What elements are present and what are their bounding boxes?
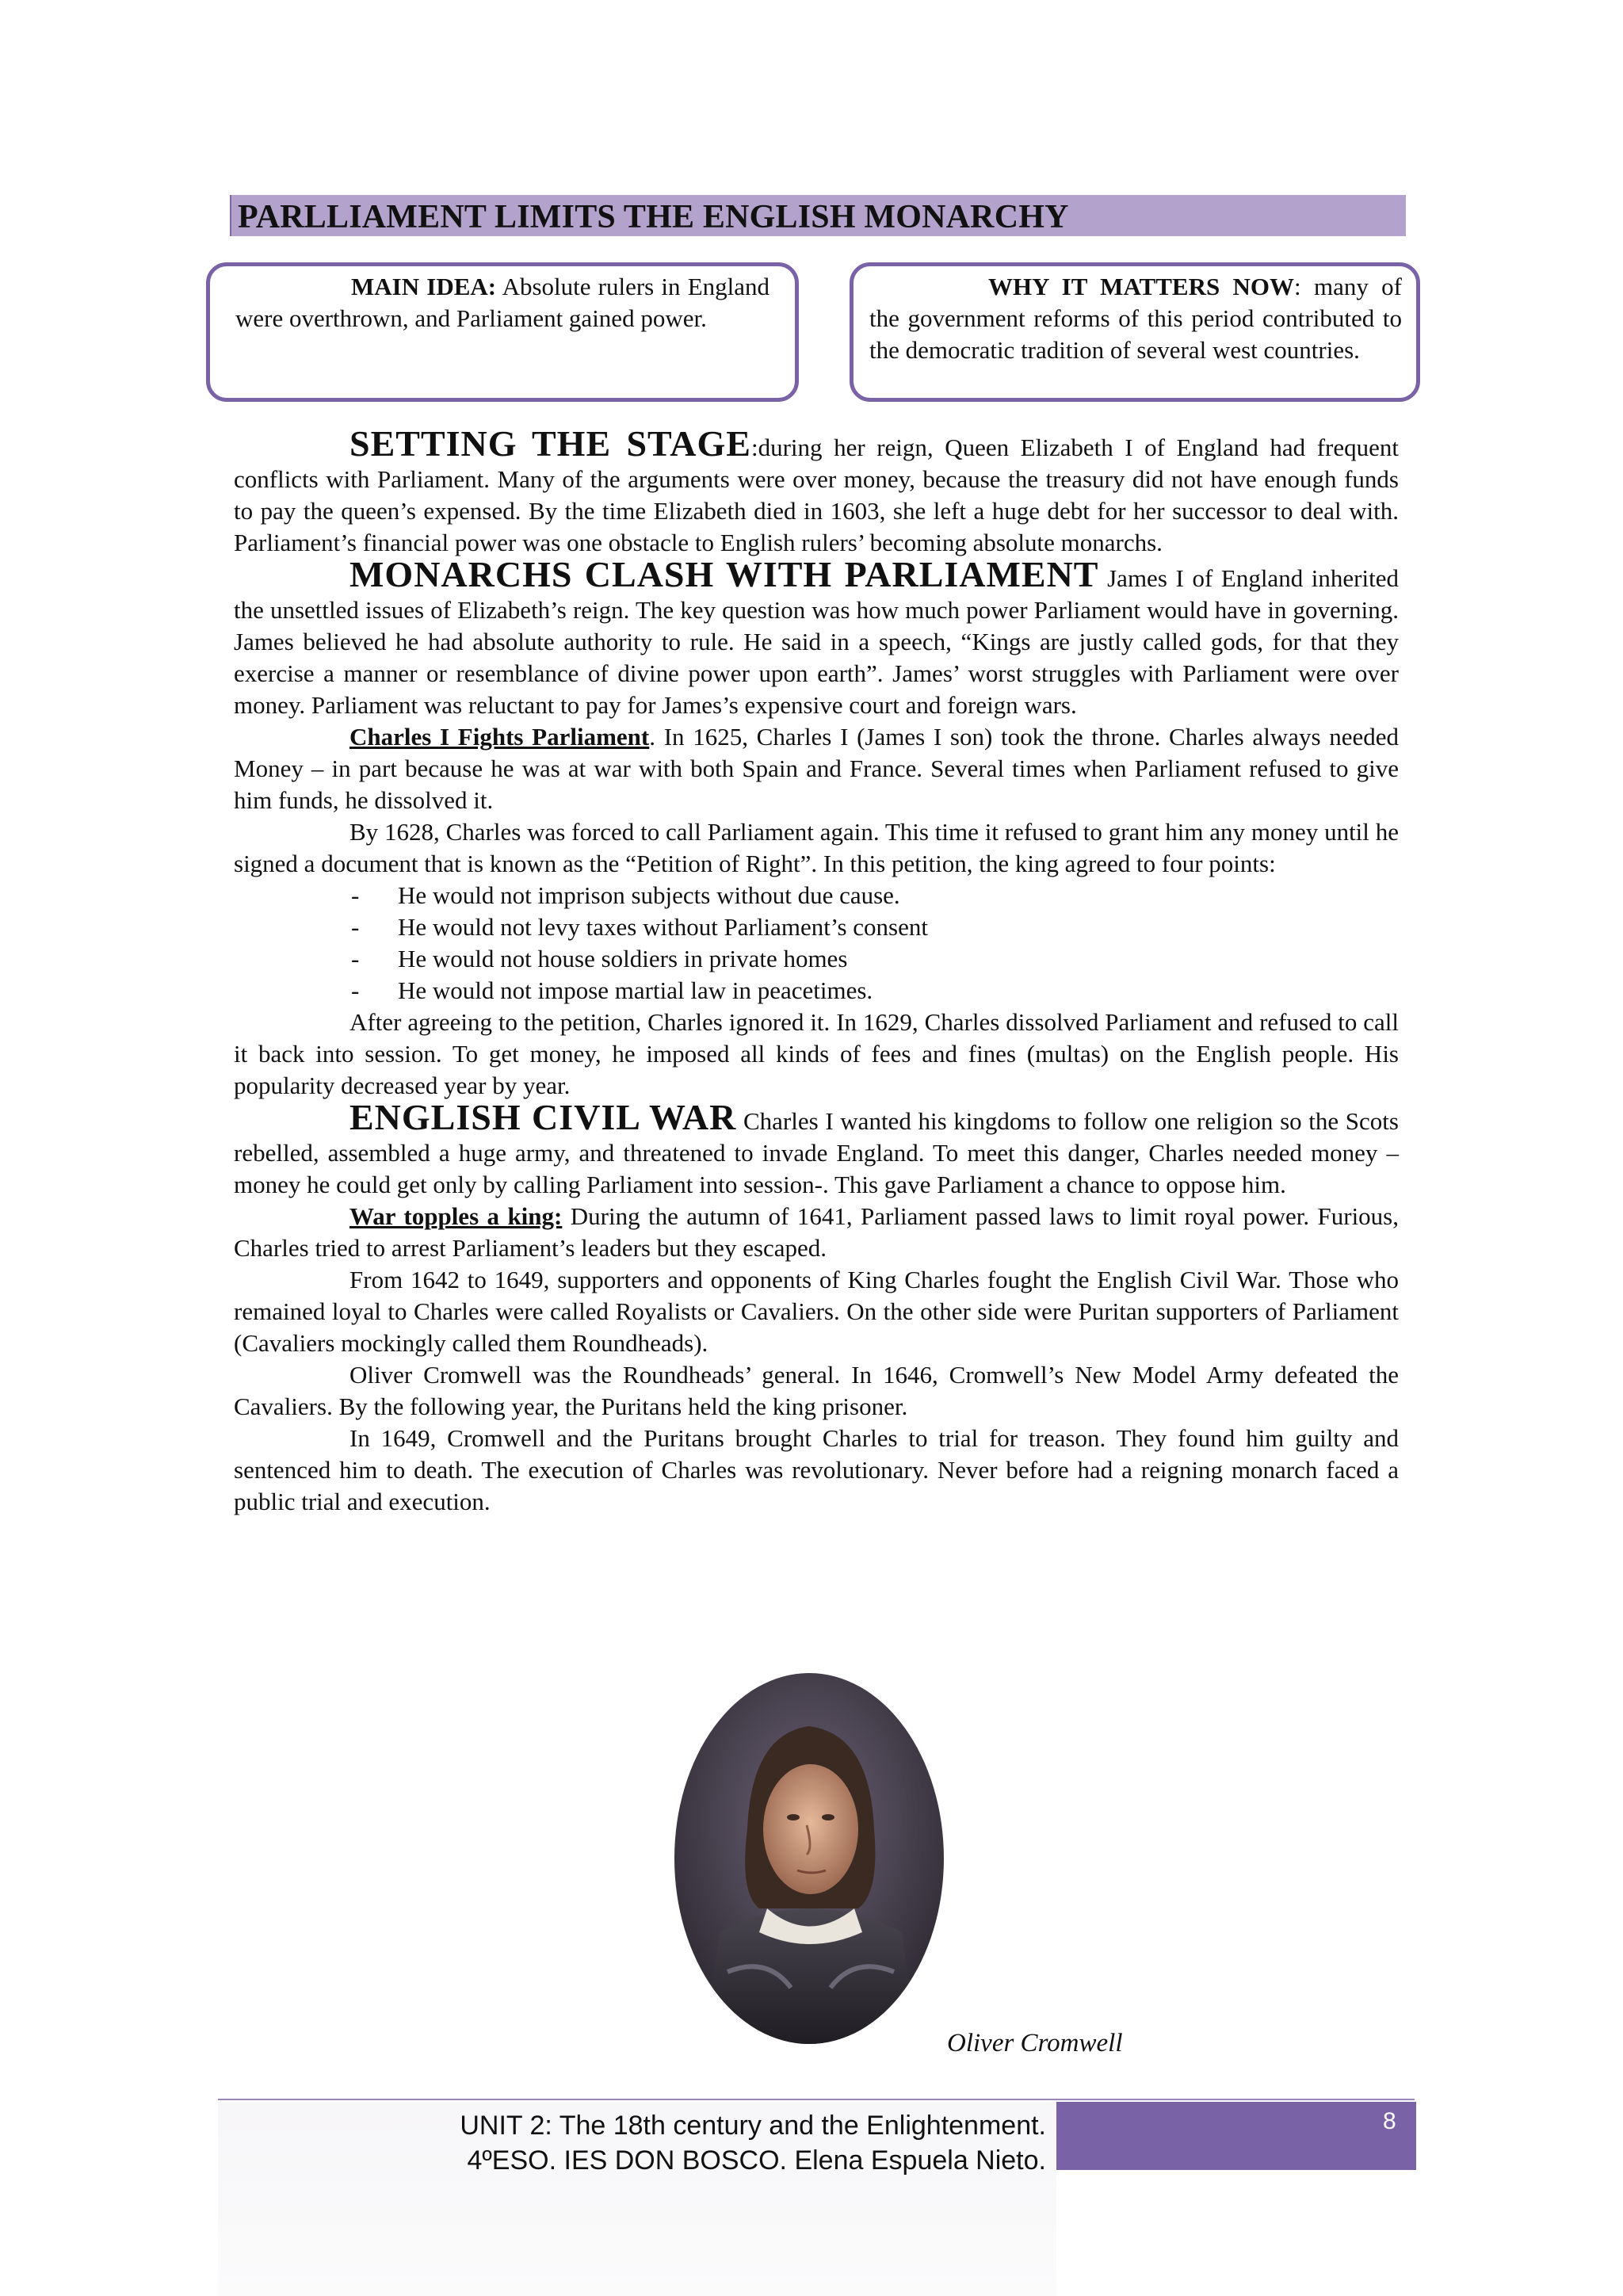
petition-points [234, 880, 1399, 1007]
oliver-paragraph: Oliver Cromwell was the Roundheads’ general. In 1646, Cromwell’s New Model Army defeated the Cavaliers. By the following year, the Puritans held the king prisoner. [234, 1361, 1399, 1420]
why-matters-text: WHY IT MATTERS NOW: many of the government reforms of this period contributed to the democratic tradition of several west countries. [869, 273, 1402, 364]
list-item: - He would not impose martial law in peacetimes. [351, 976, 873, 1004]
p1642-paragraph: From 1642 to 1649, supporters and opponents of King Charles fought the English Civil War. Those who remained loyal to Charles were called Royalists or Cavaliers. On the other side were Puritan supporters of Parliament (Cavaliers mockingly called them Roundheads). [234, 1266, 1399, 1357]
cromwell-portrait [672, 1671, 946, 2046]
setting-heading: SETTING THE STAGE [349, 423, 751, 464]
page-number: 8 [1383, 2108, 1396, 2134]
page-title: PARLLIAMENT LIMITS THE ENGLISH MONARCHY [238, 199, 1069, 235]
p1628-paragraph: By 1628, Charles was forced to call Parliament again. This time it refused to grant him any money until he signed a document that is known as the “Petition of Right”. In this petition, the king agreed to four points: [234, 818, 1399, 877]
portrait-caption: Oliver Cromwell [947, 2029, 1123, 2057]
clash-heading: MONARCHS CLASH WITH PARLIAMENT [349, 554, 1099, 594]
footer-text [428, 2108, 1046, 2178]
list-item: - He would not house soldiers in private homes [351, 945, 848, 972]
why-matters-box [850, 262, 1420, 402]
charles-paragraph: Charles I Fights Parliament. In 1625, Charles I (James I son) took the throne. Charles always needed Money – in part because he was at war with both Spain and France. Several times when Parliament refused to give him funds, he dissolved it. [234, 723, 1399, 814]
charles-subheading: Charles I Fights Parliament [349, 723, 650, 751]
list-item: - He would not levy taxes without Parliament’s consent [351, 913, 928, 941]
footer-accent-box [1056, 2102, 1416, 2170]
war-subheading: War topples a king: [349, 1202, 563, 1230]
after-paragraph: After agreeing to the petition, Charles ignored it. In 1629, Charles dissolved Parliament and refused to call it back into session. To get money, he imposed all kinds of fees and fines (multas) on the English people. His popularity decreased year by year. [234, 1008, 1399, 1099]
clash-paragraph: MONARCHS CLASH WITH PARLIAMENT James I of England inherited the unsettled issues of Elizabeth’s reign. The key question was how much power Parliament would have in governing. James believed he had absolute authority to rule. He said in a speech, “Kings are justly called gods, for that they exercise a manner or resemblance of divine power upon earth”. James’ worst struggles with Parliament were over money. Parliament was reluctant to pay for James’s expensive court and foreign wars. [234, 554, 1399, 719]
setting-paragraph: SETTING THE STAGE:during her reign, Queen Elizabeth I of England had frequent conflicts with Parliament. Many of the arguments were over money, because the treasury did not have enough funds to pay the queen’s expensed. By the time Elizabeth died in 1603, she left a huge debt for her successor to deal with. Parliament’s financial power was one obstacle to English rulers’ becoming absolute monarchs. [234, 423, 1399, 556]
war-paragraph: War topples a king: During the autumn of 1641, Parliament passed laws to limit royal power. Furious, Charles tried to arrest Parliament’s leaders but they escaped. [234, 1202, 1399, 1262]
title-bar [230, 195, 1406, 236]
main-idea-text: MAIN IDEA: Absolute rulers in England were overthrown, and Parliament gained power. [235, 273, 770, 332]
main-idea-box [206, 262, 799, 402]
civil-war-paragraph: ENGLISH CIVIL WAR Charles I wanted his kingdoms to follow one religion so the Scots rebelled, assembled a huge army, and threatened to invade England. To meet this danger, Charles needed money –money he could get only by calling Parliament into session-. This gave Parliament a chance to oppose him. [234, 1097, 1399, 1198]
list-item: - He would not imprison subjects without due cause. [351, 881, 900, 909]
p1649-paragraph: In 1649, Cromwell and the Puritans brought Charles to trial for treason. They found him guilty and sentenced him to death. The execution of Charles was revolutionary. Never before had a reigning monarch faced a public trial and execution. [234, 1424, 1399, 1515]
civil-war-heading: ENGLISH CIVIL WAR [349, 1097, 737, 1137]
article-body [234, 423, 1399, 1518]
main-idea-label: MAIN IDEA: [351, 273, 497, 300]
footer-divider [218, 2099, 1415, 2100]
footer-line-1: UNIT 2: The 18th century and the Enlightenment. [460, 2111, 1046, 2141]
footer-line-2: 4ºESO. IES DON BOSCO. Elena Espuela Nieto. [467, 2145, 1046, 2176]
why-matters-label: WHY IT MATTERS NOW [988, 273, 1295, 300]
